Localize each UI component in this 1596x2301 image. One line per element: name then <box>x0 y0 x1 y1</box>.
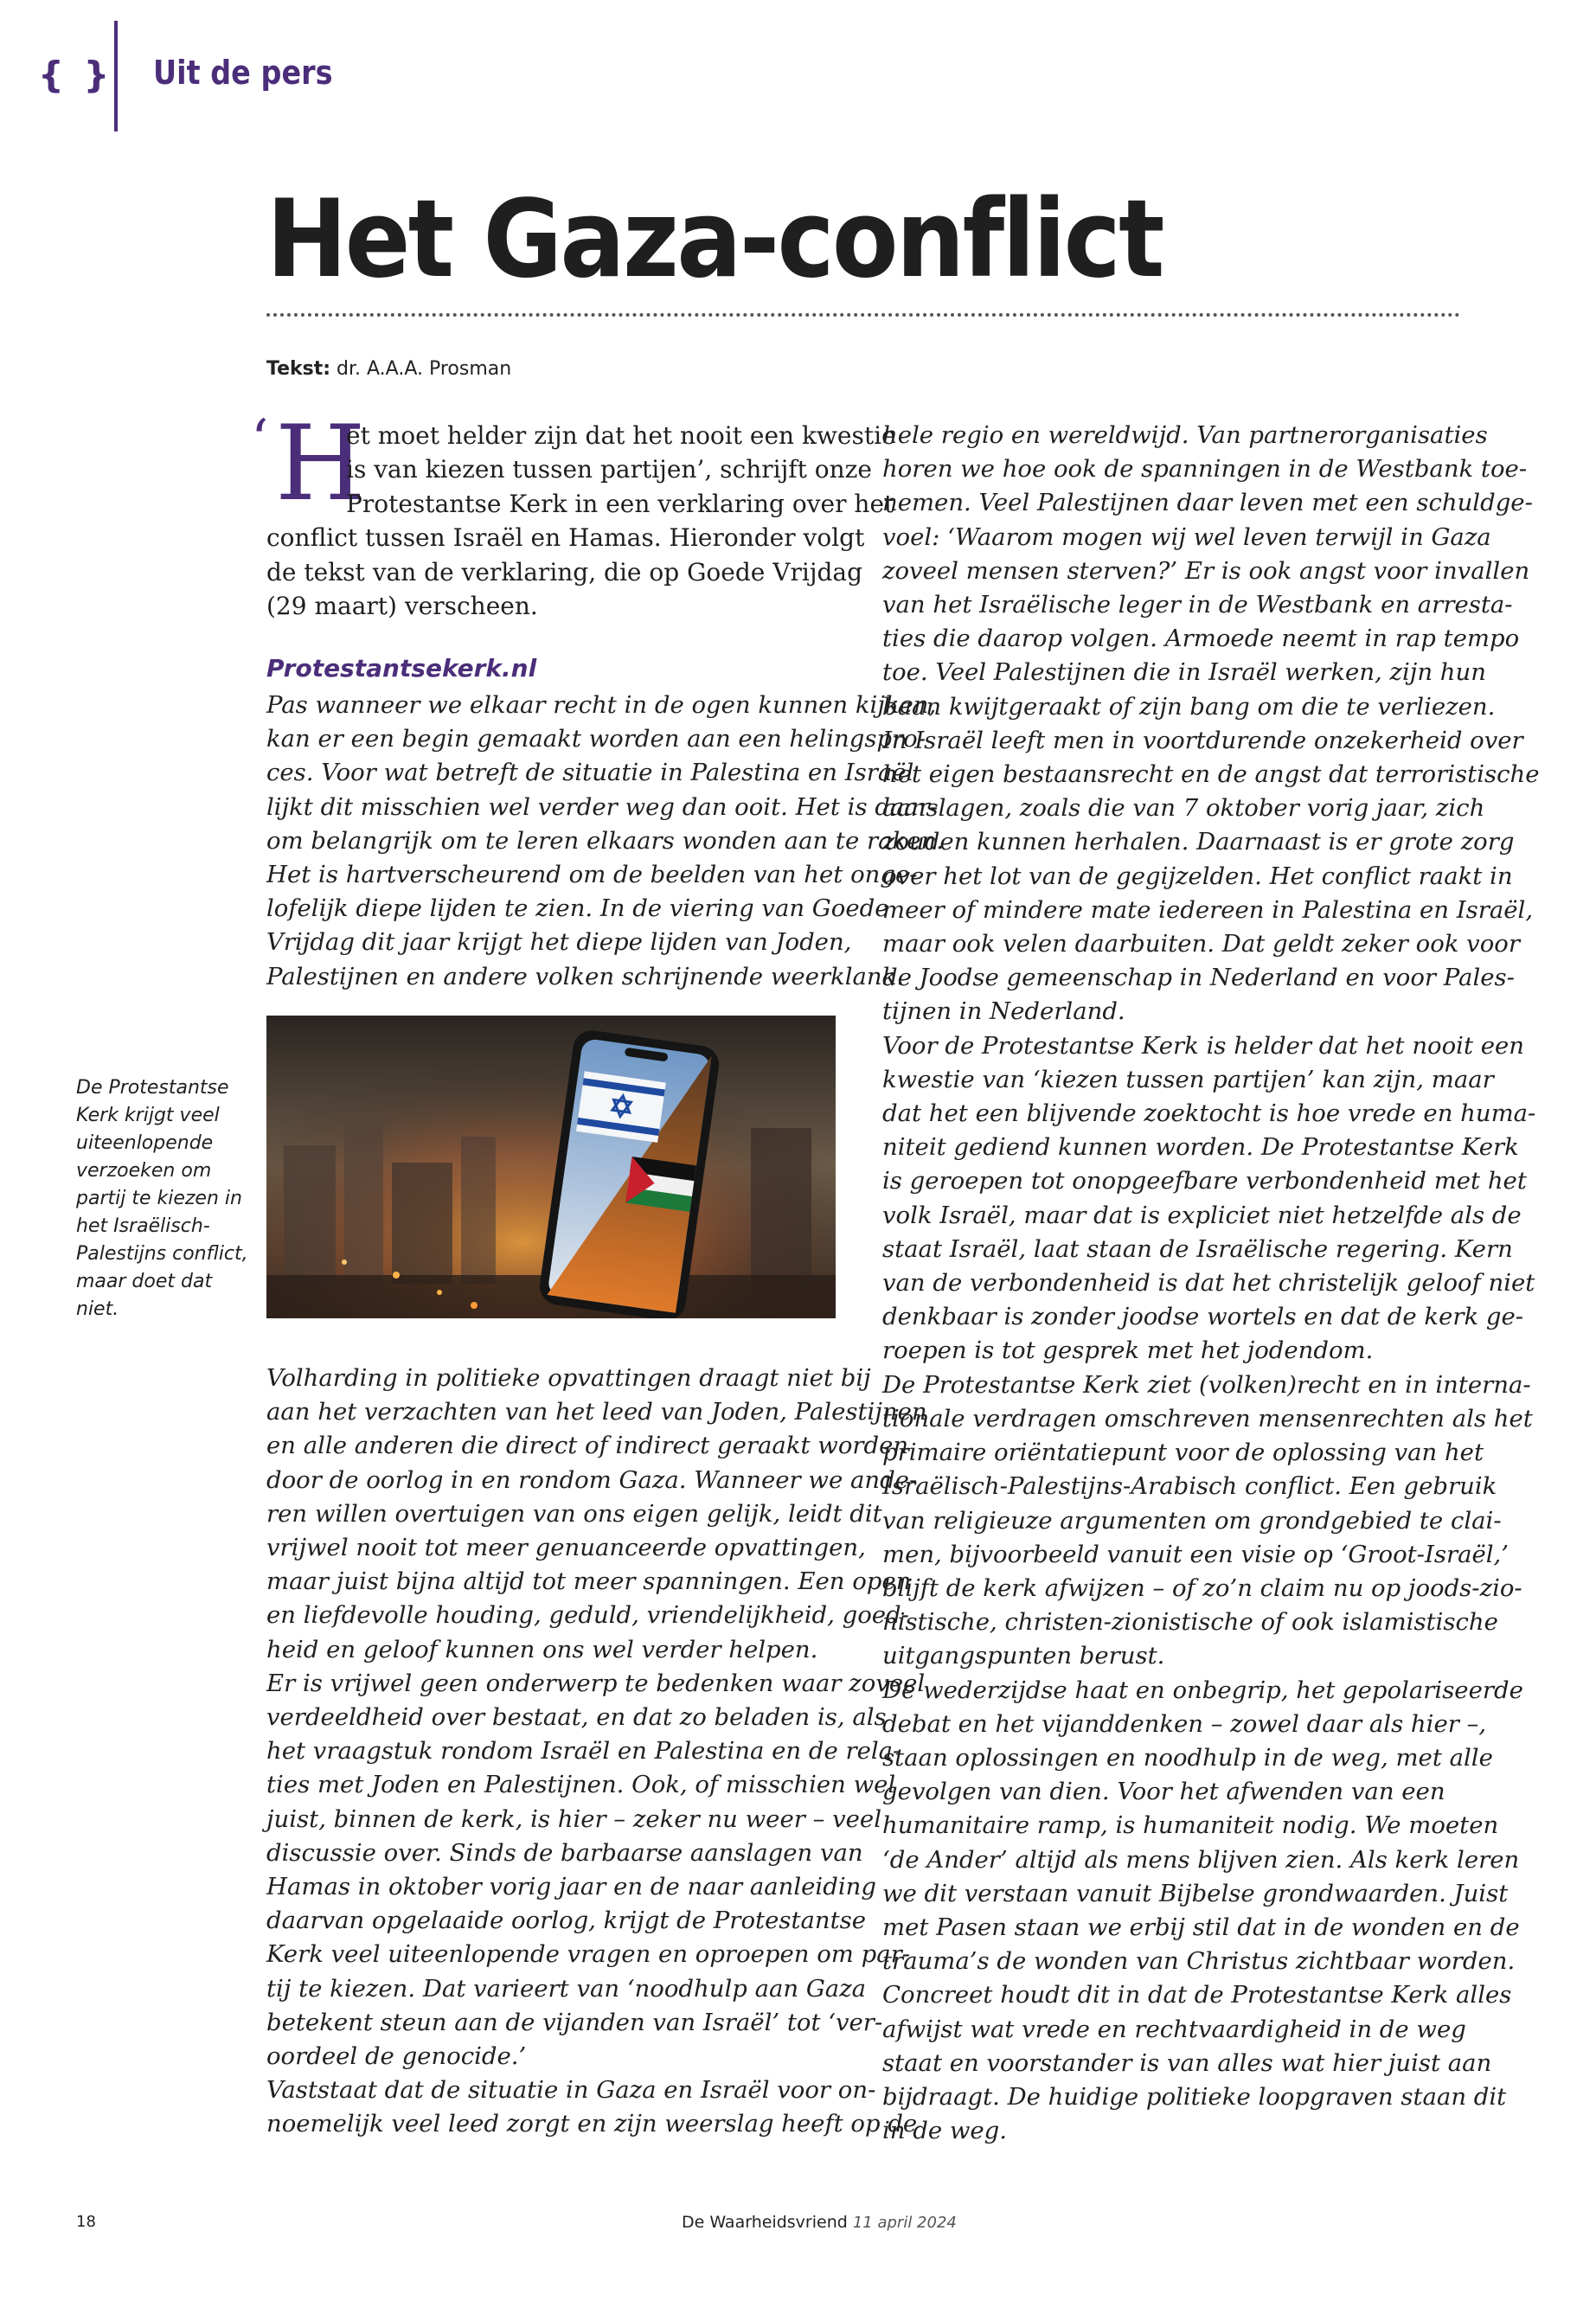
text-line: Vrijdag dit jaar krijgt het diepe lijden van Joden, <box>266 928 852 957</box>
text-line: tionale verdragen omschreven mensenrechten als het <box>882 1404 1533 1433</box>
byline-author: dr. A.A.A. Prosman <box>337 358 512 380</box>
title-divider <box>266 313 1460 317</box>
text-line: daarvan opgelaaide oorlog, krijgt de Protestantse <box>266 1907 867 1935</box>
column-1-top <box>266 689 944 994</box>
text-line: Voor de Protestantse Kerk is helder dat het nooit een <box>882 1031 1525 1060</box>
column-1-bottom <box>266 1362 927 2142</box>
text-line: van het Israëlische leger in de Westbank en arresta- <box>882 591 1513 619</box>
brace-logo-icon: { } <box>38 54 113 96</box>
text-line: kan er een begin gemaakt worden aan een helingspro- <box>266 725 926 753</box>
text-line: staat en voorstander is van alles wat hier juist aan <box>882 2048 1492 2077</box>
text-line: de Joodse gemeenschap in Nederland en voor Pales- <box>882 964 1515 992</box>
article-title: Het Gaza-conflict <box>266 177 1163 302</box>
text-line: in de weg. <box>882 2117 1008 2145</box>
text-line: gevolgen van dien. Voor het afwenden van een <box>882 1778 1445 1806</box>
article-photo <box>266 1016 836 1318</box>
text-line: denkbaar is zonder joodse wortels en dat de kerk ge- <box>882 1303 1524 1331</box>
footer-publication <box>682 2213 957 2232</box>
text-line: het vraagstuk rondom Israël en Palestina en de rela- <box>266 1737 901 1766</box>
text-line: trauma’s de wonden van Christus zichtbaar worden. <box>882 1947 1516 1976</box>
text-line: Kerk veel uiteenlopende vragen en oproepen om par- <box>266 1940 911 1969</box>
text-line: Palestijns conflict, <box>76 1243 248 1265</box>
text-line: Er is vrijwel geen onderwerp te bedenken waar zoveel <box>266 1669 926 1697</box>
text-line: blijft de kerk afwijzen – of zo’n claim nu op joods-zio- <box>882 1574 1522 1602</box>
text-line: tijnen in Nederland. <box>882 997 1125 1026</box>
lead-line: is van kiezen tussen partijen’, schrijft onze <box>346 455 872 484</box>
text-line: door de oorlog in en rondom Gaza. Wanneer we ande- <box>266 1465 918 1494</box>
text-line: hele regio en wereldwijd. Van partnerorganisaties <box>882 421 1488 449</box>
text-line: voel: ‘Waarom mogen wij wel leven terwijl in Gaza <box>882 522 1491 551</box>
text-line: humanitaire ramp, is humaniteit nodig. We moeten <box>882 1811 1499 1840</box>
text-line: partij te kiezen in <box>76 1188 242 1209</box>
text-line: Kerk krijgt veel <box>76 1105 220 1126</box>
text-line: verzoeken om <box>76 1160 212 1182</box>
text-line: Pas wanneer we elkaar recht in de ogen kunnen kijken, <box>266 691 937 719</box>
publication-name: De Waarheidsvriend <box>682 2213 848 2232</box>
text-line: van religieuze argumenten om grondgebied te clai- <box>882 1506 1502 1535</box>
text-line: het Israëlisch- <box>76 1215 210 1237</box>
text-line: aanslagen, zoals die van 7 oktober vorig jaar, zich <box>882 794 1485 823</box>
text-line: De Protestantse <box>76 1077 229 1099</box>
drop-cap: H <box>275 404 366 524</box>
text-line: ties die daarop volgen. Armoede neemt in rap tempo <box>882 625 1520 653</box>
text-line: Volharding in politieke opvattingen draagt niet bij <box>266 1364 871 1392</box>
text-line: meer of mindere mate iedereen in Palestina en Israël, <box>882 895 1534 924</box>
text-line: dat het een blijvende zoektocht is hoe vrede en huma- <box>882 1099 1536 1128</box>
photo-caption <box>76 1074 248 1324</box>
text-line: nistische, christen-zionistische of ook islamistische <box>882 1608 1498 1637</box>
text-line: heid en geloof kunnen ons wel verder helpen. <box>266 1635 818 1663</box>
lead-line: conflict tussen Israël en Hamas. Hieronder volgt <box>266 523 865 553</box>
text-line: maar juist bijna altijd tot meer spanningen. Een open <box>266 1567 912 1596</box>
text-line: roepen is tot gesprek met het jodendom. <box>882 1336 1374 1365</box>
text-line: is geroepen tot onopgeefbare verbondenheid met het <box>882 1167 1527 1195</box>
lead-line: (29 maart) verscheen. <box>266 592 538 621</box>
byline <box>266 358 511 380</box>
text-line: om belangrijk om te leren elkaars wonden aan te raken. <box>266 826 944 855</box>
text-line: oordeel de genocide.’ <box>266 2042 527 2071</box>
text-line: Concreet houdt dit in dat de Protestantse Kerk alles <box>882 1981 1512 2009</box>
page-number: 18 <box>76 2213 96 2231</box>
text-line: uiteenlopende <box>76 1132 214 1154</box>
text-line: niet. <box>76 1298 119 1320</box>
text-line: betekent steun aan de vijanden van Israël’ tot ‘ver- <box>266 2008 883 2036</box>
text-line: maar doet dat <box>76 1271 213 1292</box>
lead-line: de tekst van de verklaring, die op Goede Vrijdag <box>266 557 863 586</box>
text-line: Het is hartverscheurend om de beelden van het onge- <box>266 861 918 889</box>
text-line: aan het verzachten van het leed van Joden, Palestijnen <box>266 1398 927 1426</box>
text-line: noemelijk veel leed zorgt en zijn weerslag heeft op de <box>266 2110 918 2138</box>
text-line: en liefdevolle houding, geduld, vriendelijkheid, goed- <box>266 1601 909 1630</box>
text-line: horen we hoe ook de spanningen in de Westbank toe- <box>882 455 1528 484</box>
text-line: De Protestantse Kerk ziet (volken)recht en in interna- <box>882 1370 1531 1399</box>
text-line: afwijst wat vrede en rechtvaardigheid in de weg <box>882 2015 1466 2043</box>
text-line: zouden kunnen herhalen. Daarnaast is er grote zorg <box>882 828 1515 856</box>
text-line: baan kwijtgeraakt of zijn bang om die te verliezen. <box>882 692 1496 721</box>
text-line: verdeeldheid over bestaat, en dat zo beladen is, als <box>266 1703 887 1732</box>
text-line: en alle anderen die direct of indirect geraakt worden <box>266 1432 909 1460</box>
text-line: In Israël leeft men in voortdurende onzekerheid over <box>882 726 1523 754</box>
text-line: Palestijnen en andere volken schrijnende weerklank. <box>266 962 905 990</box>
text-line: primaire oriëntatiepunt voor de oplossing van het <box>882 1439 1484 1467</box>
text-line: het eigen bestaansrecht en de angst dat terroristische <box>882 760 1540 789</box>
section-label: Uit de pers <box>153 54 333 92</box>
source-subheading: Protestantsekerk.nl <box>266 654 537 683</box>
phone-flags-image-icon <box>266 1016 836 1318</box>
text-line: zoveel mensen sterven?’ Er is ook angst voor invallen <box>882 556 1530 585</box>
text-line: niteit gediend kunnen worden. De Protestantse Kerk <box>882 1133 1519 1162</box>
text-line: uitgangspunten berust. <box>882 1642 1165 1670</box>
text-line: volk Israël, maar dat is expliciet niet hetzelfde als de <box>882 1201 1522 1229</box>
text-line: toe. Veel Palestijnen die in Israël werken, zijn hun <box>882 658 1486 687</box>
text-line: nemen. Veel Palestijnen daar leven met een schuldge- <box>882 489 1533 517</box>
text-line: Vaststaat dat de situatie in Gaza en Israël voor on- <box>266 2076 876 2105</box>
text-line: bijdraagt. De huidige politieke loopgraven staan dit <box>882 2082 1507 2111</box>
text-line: maar ook velen daarbuiten. Dat geldt zeker ook voor <box>882 930 1520 958</box>
text-line: met Pasen staan we erbij stil dat in de wonden en de <box>882 1913 1520 1941</box>
text-line: Hamas in oktober vorig jaar en de naar aanleiding <box>266 1873 876 1901</box>
text-line: vrijwel nooit tot meer genuanceerde opvattingen, <box>266 1534 866 1562</box>
publication-date: 11 april 2024 <box>852 2214 957 2232</box>
text-line: discussie over. Sinds de barbaarse aanslagen van <box>266 1838 863 1867</box>
text-line: De wederzijdse haat en onbegrip, het gepolariseerde <box>882 1676 1523 1704</box>
text-line: men, bijvoorbeeld vanuit een visie op ‘Groot-Israël,’ <box>882 1540 1509 1568</box>
text-line: we dit verstaan vanuit Bijbelse grondwaarden. Juist <box>882 1879 1509 1907</box>
text-line: staan oplossingen en noodhulp in de weg, met alle <box>882 1743 1493 1772</box>
text-line: Israëlisch-Palestijns-Arabisch conflict. Een gebruik <box>882 1472 1497 1501</box>
column-2 <box>882 419 1540 2148</box>
byline-label: Tekst: <box>266 358 331 380</box>
text-line: lofelijk diepe lijden te zien. In de viering van Goede <box>266 894 889 923</box>
quote-mark: ‘ <box>251 408 269 472</box>
text-line: juist, binnen de kerk, is hier – zeker nu weer – veel <box>266 1804 881 1833</box>
text-line: ties met Joden en Palestijnen. Ook, of misschien wel <box>266 1771 896 1799</box>
text-line: van de verbondenheid is dat het christelijk geloof niet <box>882 1269 1535 1298</box>
text-line: lijkt dit misschien wel verder weg dan ooit. Het is daar- <box>266 792 939 821</box>
lead-line: et moet helder zijn dat het nooit een kwestie <box>346 421 896 450</box>
text-line: tij te kiezen. Dat varieert van ‘noodhulp aan Gaza <box>266 1974 867 2003</box>
text-line: ren willen overtuigen van ons eigen gelijk, leidt dit <box>266 1499 882 1528</box>
text-line: ‘de Ander’ altijd als mens blijven zien. Als kerk leren <box>882 1845 1520 1874</box>
text-line: over het lot van de gegijzelden. Het conflict raakt in <box>882 862 1513 890</box>
text-line: ces. Voor wat betreft de situatie in Palestina en Israël <box>266 759 914 787</box>
header-divider <box>114 21 118 131</box>
text-line: debat en het vijanddenken – zowel daar als hier –, <box>882 1709 1487 1738</box>
lead-paragraph <box>266 404 896 623</box>
text-line: staat Israël, laat staan de Israëlische regering. Kern <box>882 1234 1513 1263</box>
text-line: kwestie van ‘kiezen tussen partijen’ kan zijn, maar <box>882 1065 1494 1093</box>
lead-line: Protestantse Kerk in een verklaring over het <box>346 489 894 518</box>
